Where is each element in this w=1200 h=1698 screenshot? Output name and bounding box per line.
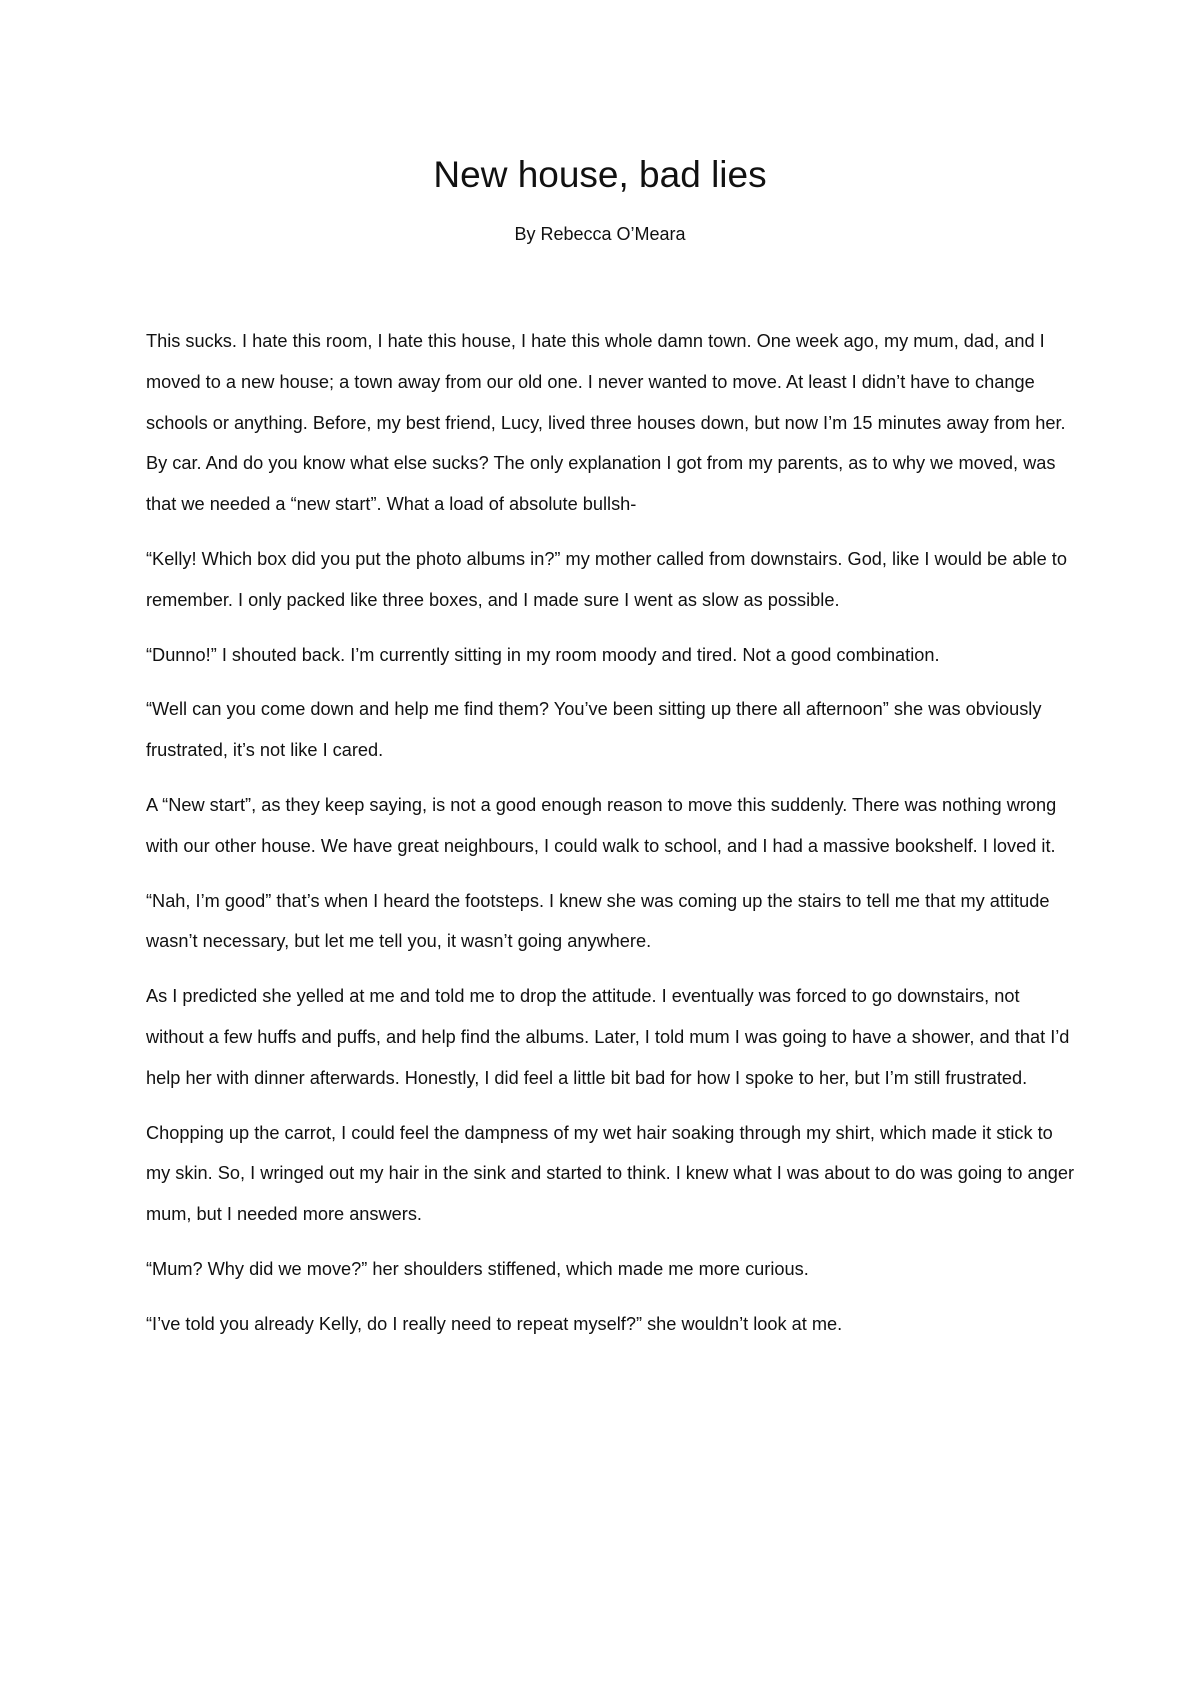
paragraph: “Kelly! Which box did you put the photo albums in?” my mother called from downstairs. God, like I would be able to remember. I only packed like three boxes, and I made sure I went as slow as possible. bbox=[146, 548, 1067, 610]
paragraph: “Well can you come down and help me find them? You’ve been sitting up there all afternoon” she was obviously frustrated, it’s not like I cared. bbox=[146, 699, 1042, 761]
paragraph: “I’ve told you already Kelly, do I really need to repeat myself?” she wouldn’t look at me. bbox=[146, 1313, 843, 1334]
paragraph: This sucks. I hate this room, I hate this house, I hate this whole damn town. One week ago, my mum, dad, and I moved to a new house; a town away from our old one. I never wanted to move. At least I didn’t have to change schools or anything. Before, my best friend, Lucy, lived three houses down, but now I’m 15 minutes away from her. By car. And do you know what else sucks? The only explanation I got from my parents, as to why we moved, was that we needed a “new start”. What a load of absolute bullsh- bbox=[146, 331, 1066, 515]
paragraph: As I predicted she yelled at me and told me to drop the attitude. I eventually was forced to go downstairs, not without a few huffs and puffs, and help find the albums. Later, I told mum I was going to have a shower, and that I’d help her with dinner afterwards. Honestly, I did feel a little bit bad for how I spoke to her, but I’m still frustrated. bbox=[146, 986, 1070, 1088]
document-author: By Rebecca O’Meara bbox=[514, 224, 686, 244]
document-body bbox=[146, 321, 1076, 1359]
paragraph: Chopping up the carrot, I could feel the dampness of my wet hair soaking through my shirt, which made it stick to my skin. So, I wringed out my hair in the sink and started to think. I knew what I was about to do was going to anger mum, but I needed more answers. bbox=[146, 1122, 1075, 1225]
paragraph: “Dunno!” I shouted back. I’m currently sitting in my room moody and tired. Not a good combination. bbox=[146, 644, 940, 665]
paragraph: “Nah, I’m good” that’s when I heard the footsteps. I knew she was coming up the stairs to tell me that my attitude wasn’t necessary, but let me tell you, it wasn’t going anywhere. bbox=[146, 890, 1050, 952]
paragraph: “Mum? Why did we move?” her shoulders stiffened, which made me more curious. bbox=[146, 1258, 809, 1279]
paragraph: A “New start”, as they keep saying, is not a good enough reason to move this suddenly. There was nothing wrong with our other house. We have great neighbours, I could walk to school, and I had a massive bookshelf. I loved it. bbox=[146, 794, 1057, 856]
document-title: New house, bad lies bbox=[433, 154, 767, 195]
